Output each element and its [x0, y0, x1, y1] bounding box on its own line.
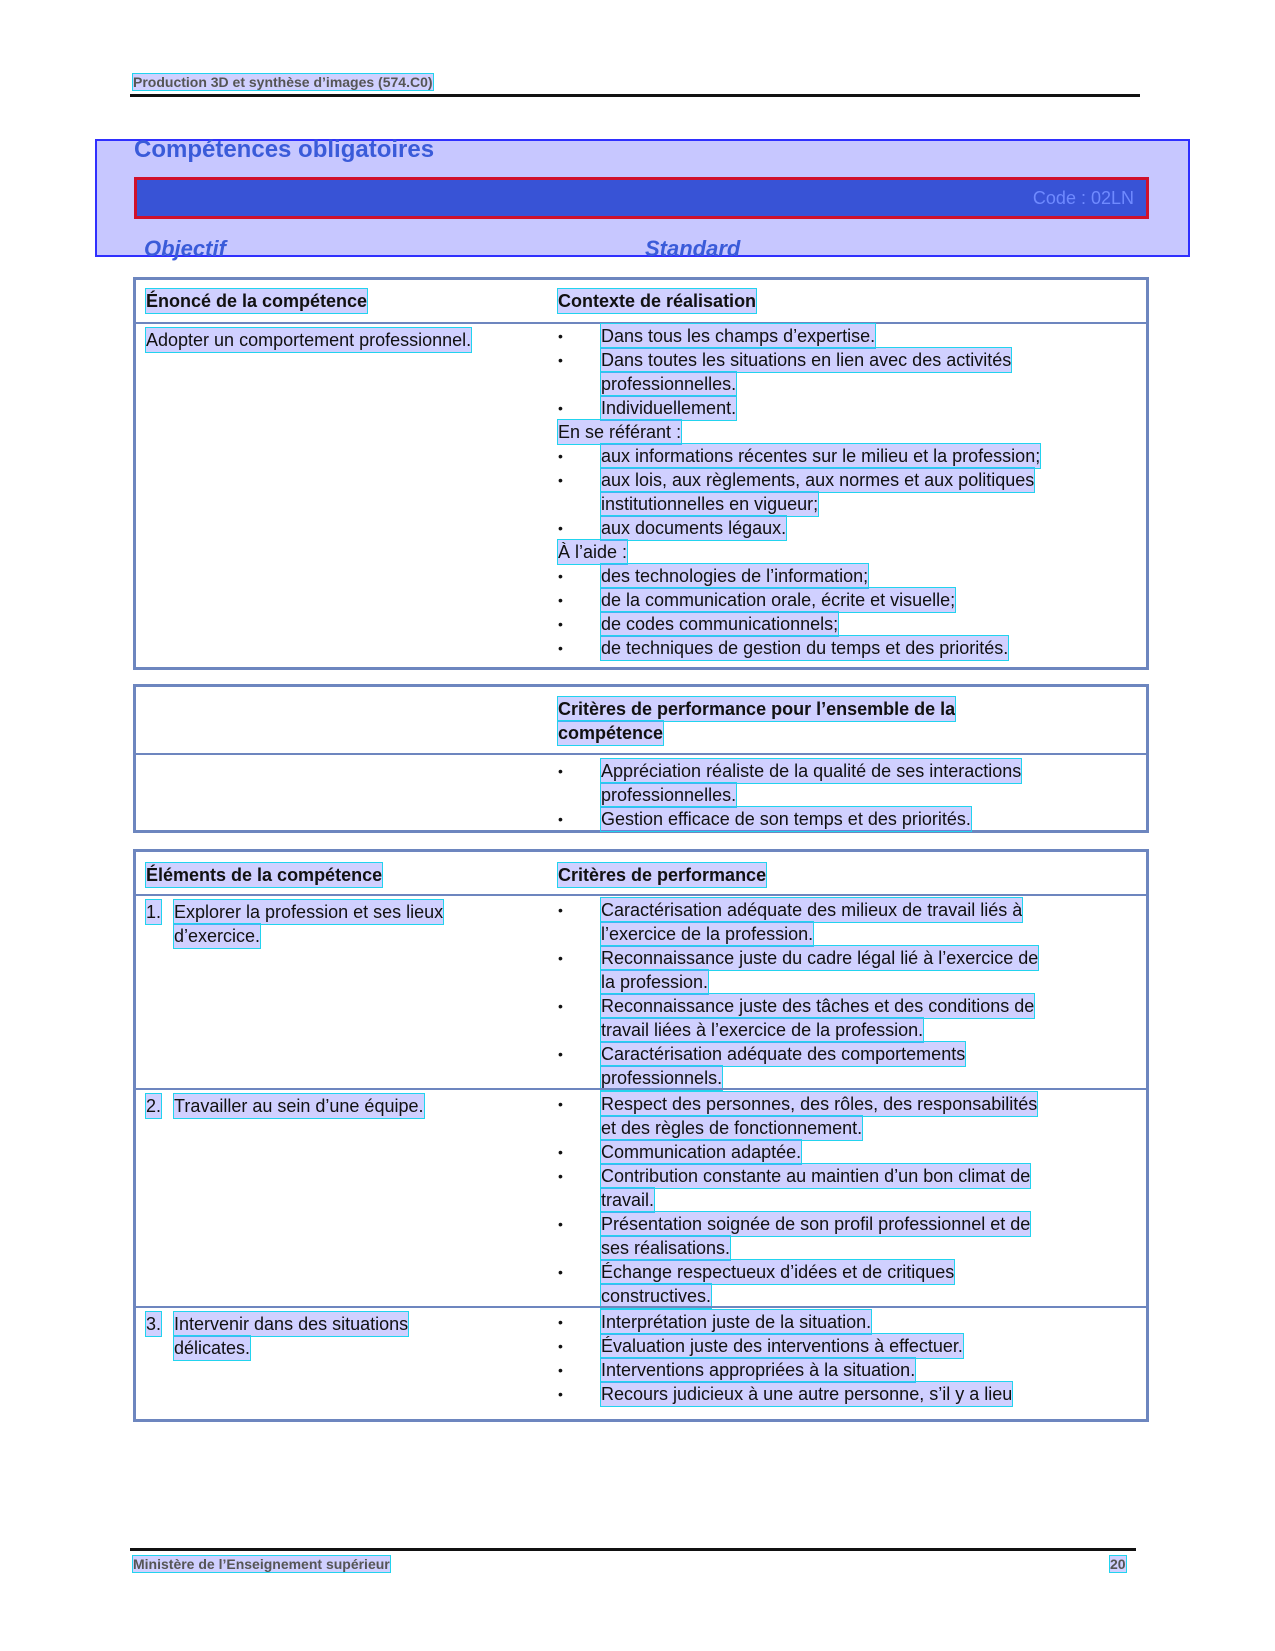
list-item: Appréciation réaliste de la qualité de ses interactions [601, 761, 1022, 781]
bullet-icon: • [558, 1168, 563, 1184]
list-item: professionnelles. [601, 374, 737, 394]
bullet-icon: • [558, 763, 563, 779]
list-item: de codes communicationnels; [601, 614, 839, 634]
footer-ministry: Ministère de l’Enseignement supérieur [133, 1556, 390, 1572]
list-item: constructives. [601, 1286, 712, 1306]
elements-criteria-table [133, 849, 1149, 1422]
code-bar [134, 177, 1149, 219]
list-item: Interventions appropriées à la situation. [601, 1360, 916, 1380]
element-label: Intervenir dans des situations [174, 1314, 409, 1334]
footer-rule [130, 1548, 1136, 1551]
list-item: Échange respectueux d’idées et de critiques [601, 1262, 955, 1282]
element-number: 1. [146, 902, 162, 922]
list-item: aux lois, aux règlements, aux normes et aux politiques [601, 470, 1035, 490]
bullet-icon: • [558, 328, 563, 344]
row-separator [136, 1088, 1146, 1090]
bullet-icon: • [558, 1264, 563, 1280]
bullet-icon: • [558, 616, 563, 632]
list-item: Interprétation juste de la situation. [601, 1312, 872, 1332]
bullet-icon: • [558, 472, 563, 488]
bullet-icon: • [558, 1216, 563, 1232]
page-number: 20 [1110, 1556, 1126, 1572]
list-item: ses réalisations. [601, 1238, 731, 1258]
element-label: délicates. [174, 1338, 251, 1358]
header-rule [130, 94, 1140, 97]
list-item: Individuellement. [601, 398, 737, 418]
bullet-icon: • [558, 902, 563, 918]
list-item: de la communication orale, écrite et visuelle; [601, 590, 956, 610]
bullet-icon: • [558, 352, 563, 368]
list-item: aux documents légaux. [601, 518, 787, 538]
row-separator [136, 894, 1146, 896]
bullet-icon: • [558, 520, 563, 536]
bullet-icon: • [558, 568, 563, 584]
bullet-icon: • [558, 1096, 563, 1112]
element-number: 3. [146, 1314, 162, 1334]
competency-code: Code : 02LN [1032, 188, 1134, 208]
overall-criteria-header-line2: compétence [558, 723, 664, 743]
objective-label: Objectif [144, 236, 226, 261]
list-item: aux informations récentes sur le milieu et la profession; [601, 446, 1041, 466]
section-title: Compétences obligatoires [134, 136, 435, 163]
overall-criteria-table [133, 684, 1149, 833]
list-item: Gestion efficace de son temps et des priorités. [601, 809, 971, 829]
list-item: Caractérisation adéquate des milieux de travail liés à [601, 900, 1023, 920]
element-label: Travailler au sein d’une équipe. [174, 1096, 424, 1116]
list-item: Respect des personnes, des rôles, des responsabilités [601, 1094, 1038, 1114]
list-item: Dans tous les champs d’expertise. [601, 326, 876, 346]
row-separator [136, 753, 1146, 755]
bullet-icon: • [558, 1046, 563, 1062]
list-item: Reconnaissance juste des tâches et des conditions de [601, 996, 1035, 1016]
list-item: À l’aide : [558, 542, 628, 562]
bullet-icon: • [558, 400, 563, 416]
bullet-icon: • [558, 1362, 563, 1378]
context-header: Contexte de réalisation [558, 291, 757, 311]
bullet-icon: • [558, 592, 563, 608]
competency-context-table [133, 277, 1149, 670]
list-item: professionnelles. [601, 785, 737, 805]
list-item: et des règles de fonctionnement. [601, 1118, 863, 1138]
statement-header: Énoncé de la compétence [146, 291, 368, 311]
list-item: Reconnaissance juste du cadre légal lié à l’exercice de [601, 948, 1039, 968]
bullet-icon: • [558, 1314, 563, 1330]
list-item: Dans toutes les situations en lien avec des activités [601, 350, 1012, 370]
list-item: travail. [601, 1190, 655, 1210]
list-item: Recours judicieux à une autre personne, s’il y a lieu [601, 1384, 1013, 1404]
criteria-header: Critères de performance [558, 865, 767, 885]
bullet-icon: • [558, 448, 563, 464]
bullet-icon: • [558, 811, 563, 827]
bullet-icon: • [558, 950, 563, 966]
overall-criteria-header-line1: Critères de performance pour l’ensemble de la [558, 699, 956, 719]
element-label: d’exercice. [174, 926, 261, 946]
list-item: Contribution constante au maintien d’un bon climat de [601, 1166, 1031, 1186]
list-item: travail liées à l’exercice de la profession. [601, 1020, 924, 1040]
list-item: Caractérisation adéquate des comportements [601, 1044, 966, 1064]
list-item: de techniques de gestion du temps et des priorités. [601, 638, 1009, 658]
elements-header: Éléments de la compétence [146, 865, 383, 885]
element-label: Explorer la profession et ses lieux [174, 902, 444, 922]
list-item: la profession. [601, 972, 709, 992]
list-item: institutionnelles en vigueur; [601, 494, 819, 514]
standard-label: Standard [645, 236, 741, 261]
list-item: professionnels. [601, 1068, 723, 1088]
bullet-icon: • [558, 1386, 563, 1402]
list-item: En se référant : [558, 422, 682, 442]
row-separator [136, 1306, 1146, 1308]
bullet-icon: • [558, 1144, 563, 1160]
bullet-icon: • [558, 998, 563, 1014]
document-header-title: Production 3D et synthèse d’images (574.C0) [133, 74, 433, 90]
list-item: l’exercice de la profession. [601, 924, 814, 944]
list-item: Présentation soignée de son profil professionnel et de [601, 1214, 1031, 1234]
competency-statement: Adopter un comportement professionnel. [146, 330, 472, 350]
bullet-icon: • [558, 640, 563, 656]
list-item: Évaluation juste des interventions à effectuer. [601, 1336, 963, 1356]
list-item: des technologies de l’information; [601, 566, 869, 586]
bullet-icon: • [558, 1338, 563, 1354]
list-item: Communication adaptée. [601, 1142, 802, 1162]
element-number: 2. [146, 1096, 162, 1116]
